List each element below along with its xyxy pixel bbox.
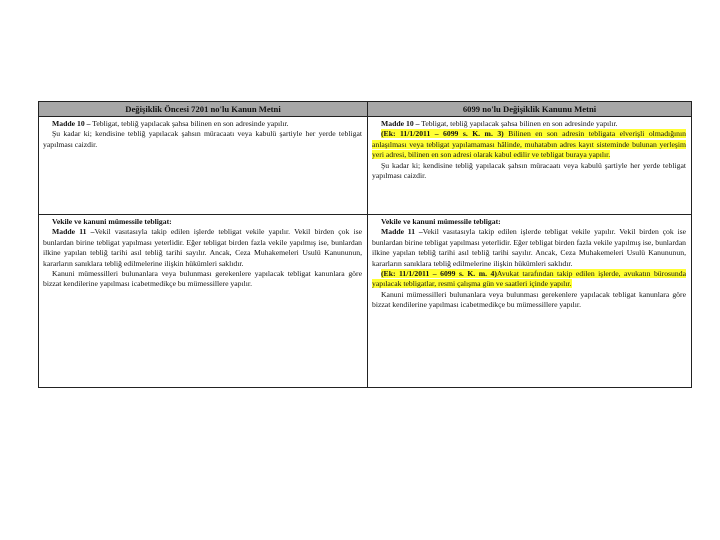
madde10-new-cell	[368, 117, 691, 215]
madde11-old-cell	[39, 215, 368, 387]
madde10-old-para1	[43, 119, 362, 129]
madde10-old-text2: Şu kadar ki; kendisine tebliğ yapılacak şahsın müracaatı veya kabulü şartiyle her yerde tebligat yapılması caizdir.	[43, 129, 362, 149]
madde10-new-amendment	[372, 129, 686, 160]
madde10-new-text2: Şu kadar ki; kendisine tebliğ yapılacak şahsın müracaatı veya kabulü şartiyle her yerde tebligat yapılması caizdir.	[372, 160, 686, 181]
header-amended-law: 6099 no'lu Değişiklik Kanunu Metni	[368, 102, 691, 117]
madde11-amend-ref: (Ek: 11/1/2011 – 6099 s. K. m. 4)	[381, 269, 497, 279]
madde11-new-text1b: Vekil birden çok ise bunlardan birine tebligat yapılması yeterlidir.	[372, 227, 686, 247]
madde10-new-text1: Tebligat, tebliğ yapılacak şahsa bilinen en son adresinde yapılır.	[419, 119, 618, 128]
madde11-new-cell	[368, 215, 691, 387]
madde10-amend-ref: (Ek: 11/1/2011 – 6099 s. K. m. 3)	[381, 129, 504, 139]
madde11-amend-text: Avukat tarafından takip edilen işlerde, avukatın bürosunda yapılacak tebligatlar, resmi çalışma gün ve saatleri içinde yapılır.	[372, 269, 686, 289]
madde10-old-text1: Tebligat, tebliğ yapılacak şahsa bilinen en son adresinde yapılır.	[90, 119, 289, 128]
madde11-old-para1	[43, 227, 362, 269]
law-comparison-table	[38, 101, 692, 388]
madde11-old-heading: Vekile ve kanuni mümessile tebligat:	[52, 217, 172, 226]
header-old-law: Değişiklik Öncesi 7201 no'lu Kanun Metni	[39, 102, 368, 117]
madde10-old-title: Madde 10 –	[52, 119, 91, 128]
madde11-new-title: Madde 11 –	[381, 227, 423, 237]
madde10-new-para1	[372, 119, 686, 129]
madde11-old-text1: Vekil vasıtasıyla takip edilen işlerde tebligat vekile yapılır. Vekil birden çok ise bunlardan birine tebligat yapılması yeterlidir.	[43, 227, 362, 247]
madde10-new-title: Madde 10 –	[381, 119, 420, 128]
madde11-old-text3: Kanuni mümessilleri bulunanlara veya bulunması gerekenlere yapılacak tebligat kanunlara göre bizzat kendilerine yapılması icabetmedikçe bu mümessillere yapılır.	[43, 269, 362, 289]
madde11-new-amendment	[372, 269, 686, 290]
madde11-old-title: Madde 11 –	[52, 227, 95, 237]
madde11-new-text2: Eğer tebligat birden fazla vekile yapılmış ise, bunlardan ilkine yapılan tebliğ tarihi asıl tebliğ tarihi sayılır. Ancak, Ceza Muhakemeleri Usulü Kanununun, kararların sanıklara tebliğ edilmelerine ilişkin hükümleri saklıdır.	[372, 237, 686, 268]
madde11-new-para1	[372, 227, 686, 269]
madde11-new-heading: Vekile ve kanuni mümessile tebligat:	[381, 217, 501, 226]
madde11-new-text1: Vekil vasıtasıyla takip edilen işlerde tebligat vekile yapılır.	[422, 227, 616, 237]
madde11-old-text2: Eğer tebligat birden fazla vekile yapılmış ise, bunlardan ilkine yapılan tebliğ tarihi asıl tebliğ tarihi sayılır. Ancak, Ceza Muhakemeleri Usulü Kanununun, kararların sanıklara tebliğ edilmelerine ilişkin hükümleri saklıdır.	[43, 237, 362, 268]
madde10-amend-text: Bilinen en son adresin tebligata elverişli olmadığının anlaşılması veya tebligat yapılamaması hâlinde, muhatabın adres kayıt sisteminde bulunan yerleşim yeri adresi, bilinen en son adresi olarak kabul edilir ve tebligat buraya yapılır.	[372, 129, 686, 160]
madde11-new-text3: Kanuni mümessilleri bulunanlara veya bulunması gerekenlere yapılacak tebligat kanunlara göre bizzat kendilerine yapılması icabetmedikçe bu mümessillere yapılır.	[372, 289, 686, 310]
madde10-old-cell	[39, 117, 368, 215]
